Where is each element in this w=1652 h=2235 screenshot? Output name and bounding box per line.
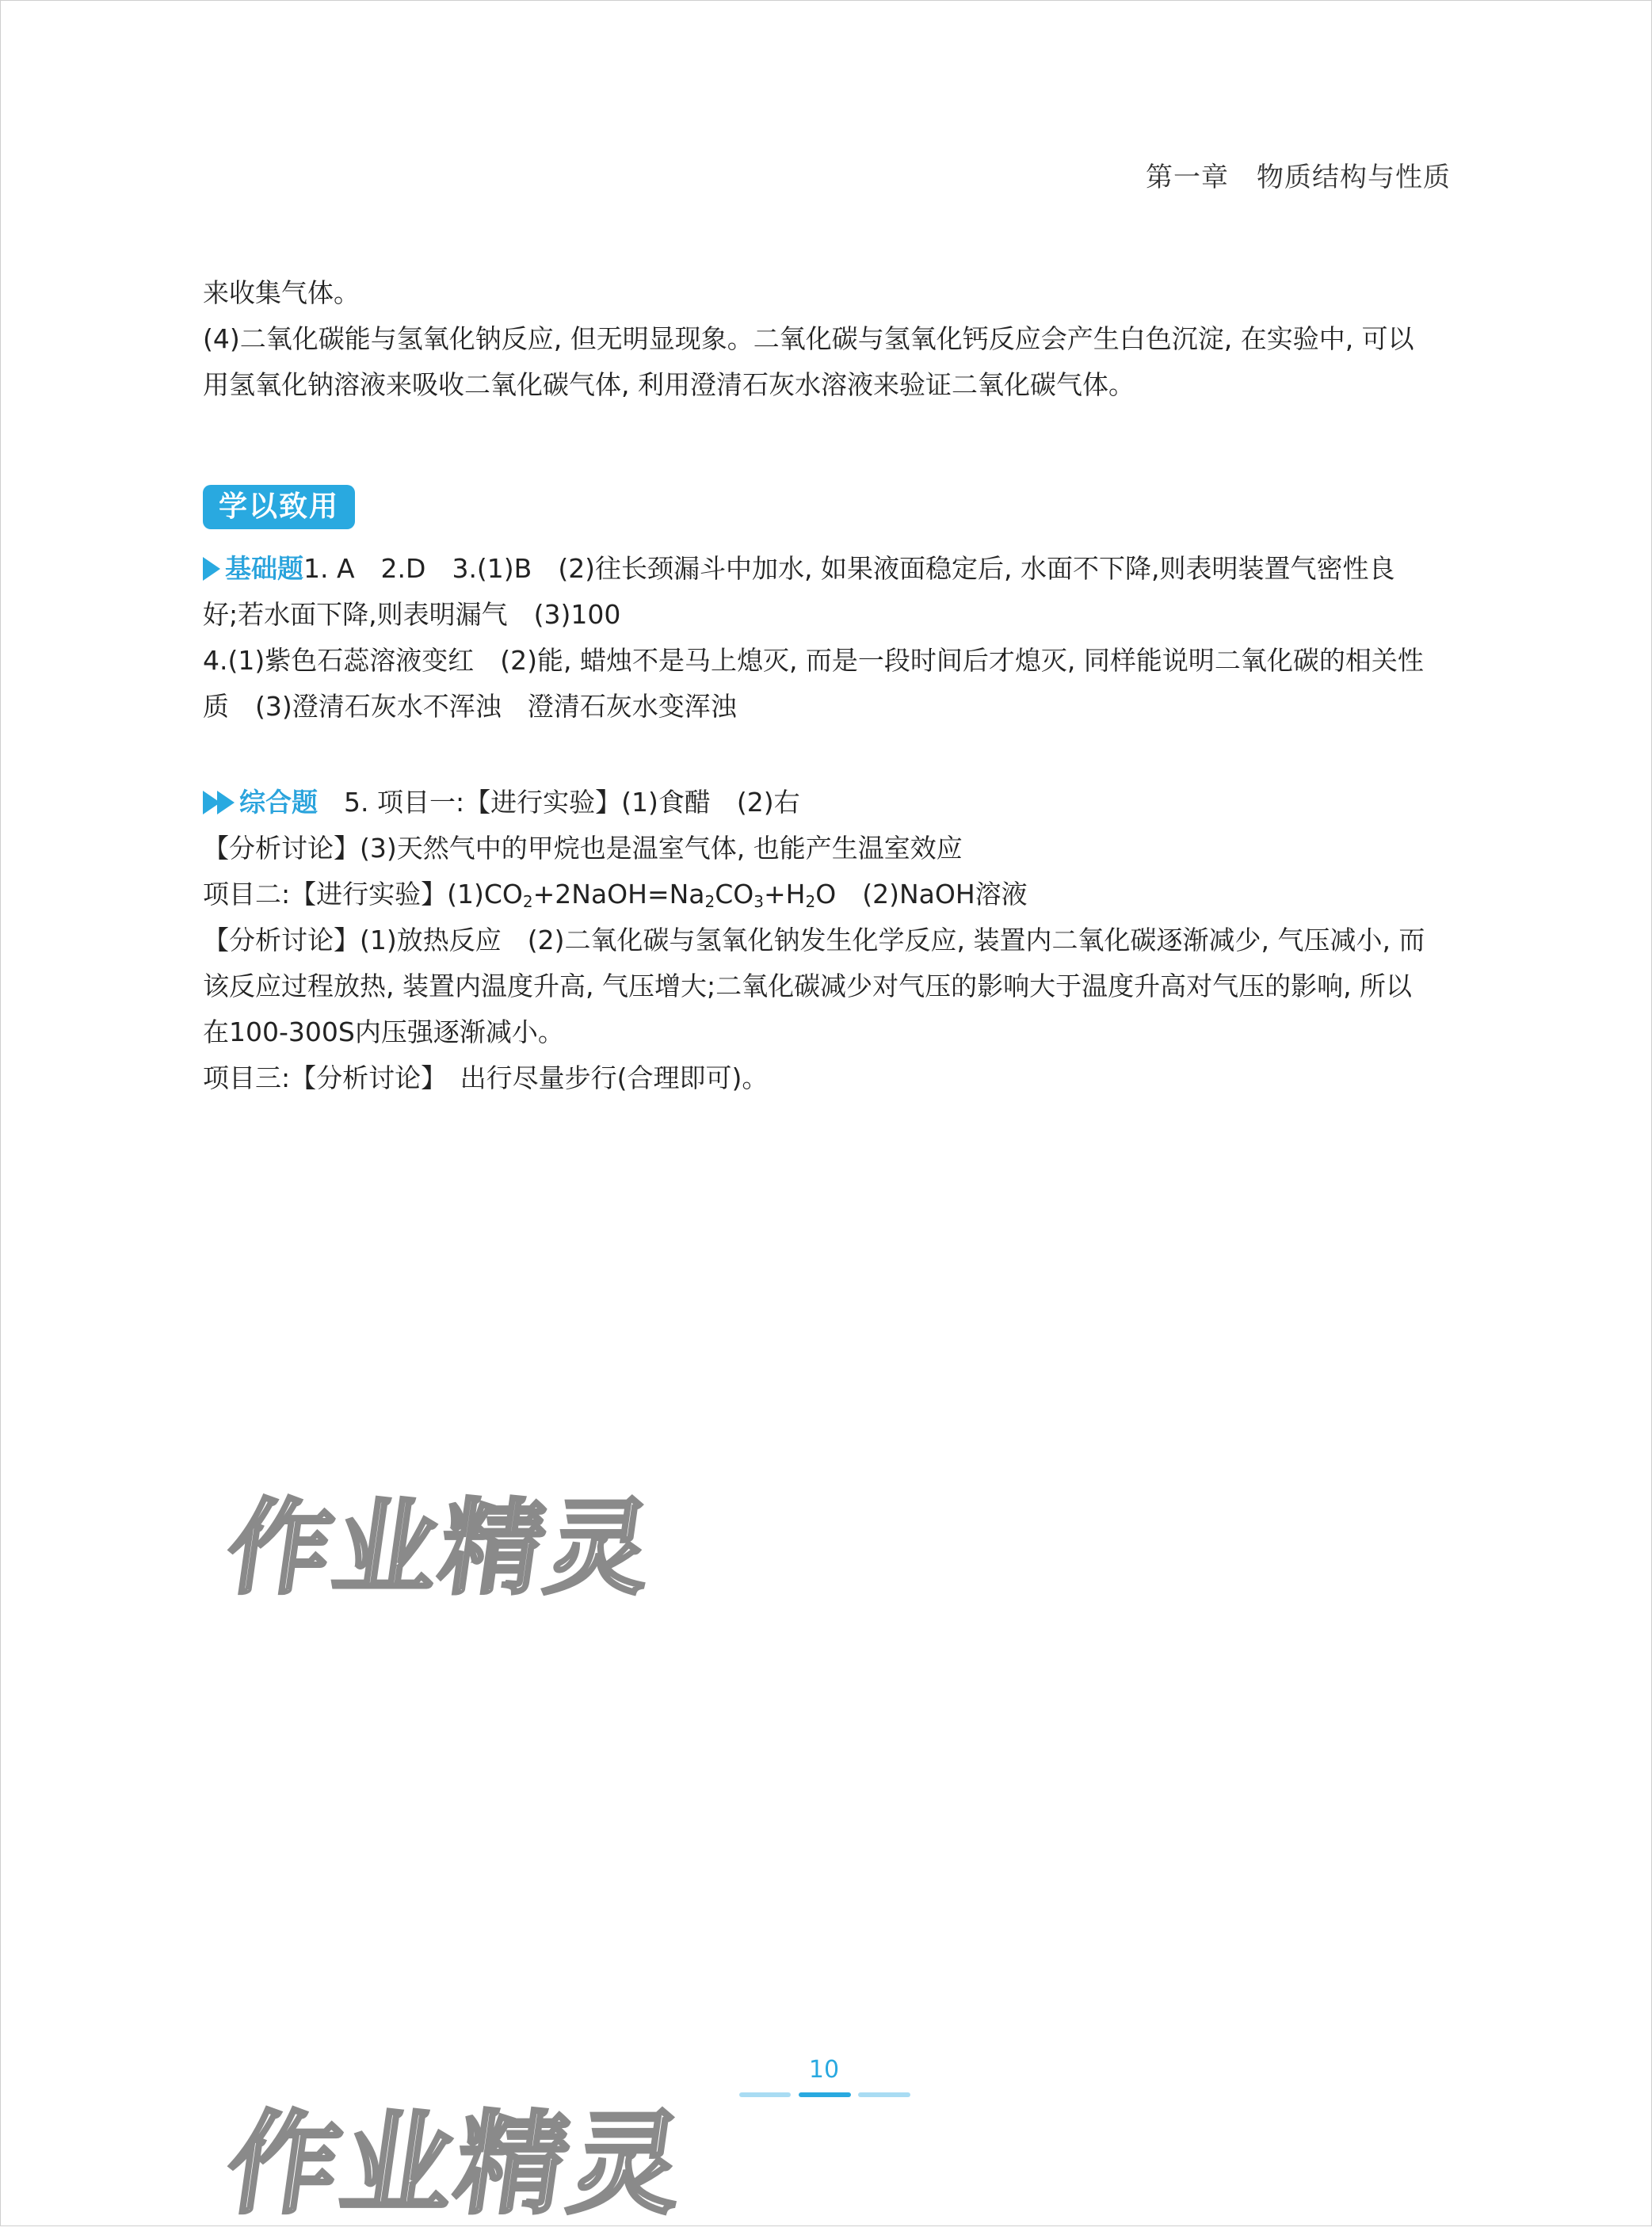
basic-label: 基础题 xyxy=(225,553,303,584)
section-title: 学以致用 xyxy=(203,485,355,529)
comprehensive-line-7: 项目三:【分析讨论】 出行尽量步行(合理即可)。 xyxy=(203,1062,769,1093)
basic-text-1: 1. A 2.D 3.(1)B (2)往长颈漏斗中加水, 如果液面稳定后, 水面不下降,则表明装置气密性良 xyxy=(303,553,1395,584)
intro-line-1: 来收集气体。 xyxy=(203,277,360,308)
comprehensive-line-4: 【分析讨论】(1)放热反应 (2)二氧化碳与氢氧化钠发生化学反应, 装置内二氧化碳逐渐减少, 气压减小, 而 xyxy=(203,925,1425,955)
basic-line-4: 质 (3)澄清石灰水不浑浊 澄清石灰水变浑浊 xyxy=(203,691,737,722)
play-arrow-icon xyxy=(203,557,220,581)
fast-forward-icon-2 xyxy=(217,791,235,814)
comprehensive-label: 综合题 xyxy=(239,787,318,818)
comprehensive-line-6: 在100-300S内压强逐渐减小。 xyxy=(203,1016,564,1047)
comprehensive-line-3 xyxy=(203,871,1451,925)
comprehensive-text-1: 5. 项目一:【进行实验】(1)食醋 (2)右 xyxy=(344,787,800,818)
page-bar-right xyxy=(858,2092,910,2097)
equation-part: O (2)NaOH溶液 xyxy=(815,879,1028,910)
equation-part: 项目二:【进行实验】(1)CO xyxy=(203,879,523,910)
intro-line-3: 用氢氧化钠溶液来吸收二氧化碳气体, 利用澄清石灰水溶液来验证二氧化碳气体。 xyxy=(203,369,1135,400)
subscript: 3 xyxy=(754,892,765,911)
equation-part: CO xyxy=(715,879,754,910)
watermark-1: 作业精灵 xyxy=(219,1488,662,1608)
basic-line-2: 好;若水面下降,则表明漏气 (3)100 xyxy=(203,599,621,630)
basic-line-3: 4.(1)紫色石蕊溶液变红 (2)能, 蜡烛不是马上熄灭, 而是一段时间后才熄灭, 同样能说明二氧化碳的相关性 xyxy=(203,645,1424,676)
intro-line-2: (4)二氧化碳能与氢氧化钠反应, 但无明显现象。二氧化碳与氢氧化钙反应会产生白色沉淀, 在实验中, 可以 xyxy=(203,323,1414,354)
equation-part: +H xyxy=(764,879,806,910)
comprehensive-line-2: 【分析讨论】(3)天然气中的甲烷也是温室气体, 也能产生温室效应 xyxy=(203,833,963,864)
equation-part: +2NaOH=Na xyxy=(532,879,705,910)
subscript: 2 xyxy=(805,892,816,911)
comprehensive-line-1 xyxy=(203,780,1451,826)
subscript: 2 xyxy=(704,892,715,911)
subscript: 2 xyxy=(522,892,533,911)
page-bar-left xyxy=(739,2092,791,2097)
watermark-2: 作业精灵 xyxy=(219,2100,694,2229)
comprehensive-line-5: 该反应过程放热, 装置内温度升高, 气压增大;二氧化碳减少对气压的影响大于温度升高对气压的影响, 所以 xyxy=(203,971,1413,1001)
page-bar-center xyxy=(799,2092,851,2097)
basic-line-1 xyxy=(203,546,1451,592)
page-number: 10 xyxy=(808,2056,840,2084)
chapter-header: 第一章 物质结构与性质 xyxy=(1146,162,1451,193)
